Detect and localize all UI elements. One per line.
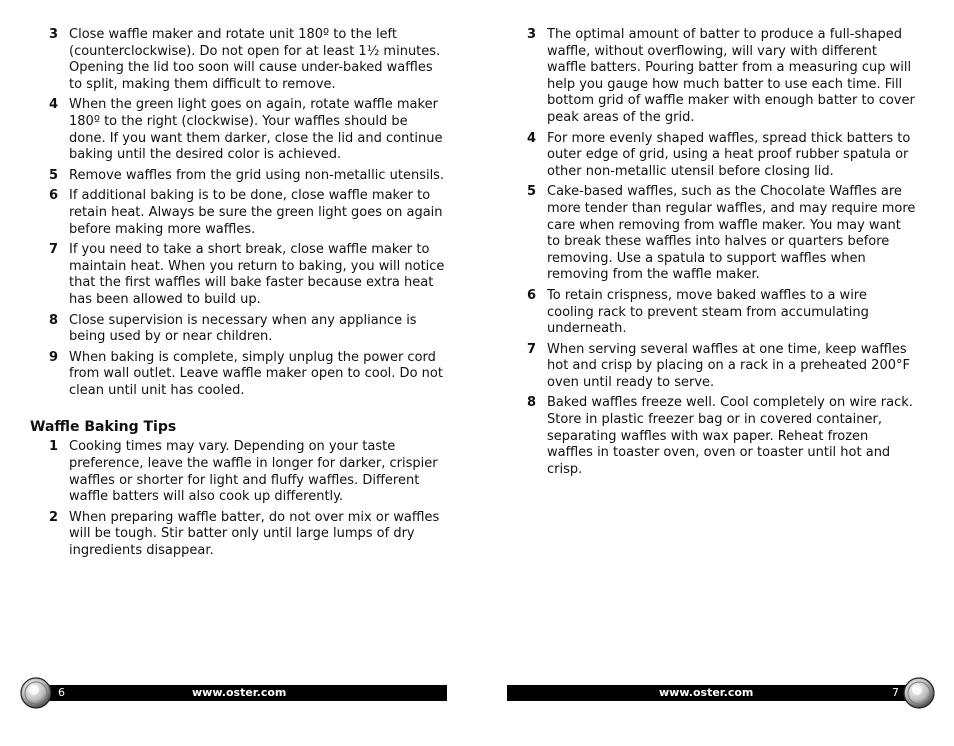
step-number: 5 bbox=[527, 184, 537, 200]
step-number: 3 bbox=[527, 27, 537, 42]
list-item bbox=[30, 97, 448, 163]
step-number: 9 bbox=[49, 349, 59, 365]
list-item bbox=[527, 131, 917, 181]
step-number: 7 bbox=[527, 341, 537, 357]
step-number: 6 bbox=[49, 188, 59, 204]
step-text: The optimal amount of batter to produce a full-shaped waffle, without overflowing, will vary with different waffle batters. Pouring batter from a measuring cup will help you gauge how much batter to use each time. Fill bottom grid of waffle maker with enough batter to cover peak areas of the grid. bbox=[547, 27, 915, 125]
oster-logo-icon bbox=[903, 677, 935, 709]
step-number: 3 bbox=[49, 27, 59, 42]
left-column bbox=[30, 27, 448, 564]
page-number: 6 bbox=[58, 686, 65, 699]
step-text: When preparing waffle batter, do not over mix or waffles will be tough. Stir batter only until large lumps of dry ingredients disappear. bbox=[69, 509, 440, 559]
step-number: 8 bbox=[49, 312, 59, 328]
step-text: If you need to take a short break, close waffle maker to maintain heat. When you return to baking, you will notice that the first waffles will bake faster because extra heat has been allowed to build up. bbox=[69, 242, 445, 307]
step-text: For more evenly shaped waffles, spread thick batters to outer edge of grid, using a heat proof rubber spatula or other non-metallic utensil before closing lid. bbox=[547, 130, 911, 179]
list-item bbox=[30, 313, 448, 346]
page-right bbox=[477, 0, 954, 746]
step-text: If additional baking is to be done, close waffle maker to retain heat. Always be sure the green light goes on again before making more waffles. bbox=[69, 188, 443, 237]
tips-heading: Waffle Baking Tips bbox=[30, 419, 177, 436]
list-item bbox=[527, 342, 917, 392]
step-text: When baking is complete, simply unplug the power cord from wall outlet. Leave waffle maker open to cool. Do not clean until unit has cooled. bbox=[69, 349, 443, 398]
step-text: When the green light goes on again, rotate waffle maker 180º to the right (clockwise). Your waffles should be done. If you want them darker, close the lid and continue baking until the desired color is achieved. bbox=[69, 97, 443, 163]
list-item bbox=[527, 184, 917, 284]
step-text: Baked waffles freeze well. Cool completely on wire rack. Store in plastic freezer bag or in covered container, separating waffles with wax paper. Reheat frozen waffles in toaster oven, oven or toaster until hot and crisp. bbox=[547, 395, 913, 477]
step-number: 1 bbox=[49, 439, 59, 455]
list-item bbox=[30, 510, 448, 560]
list-item bbox=[30, 242, 448, 308]
list-item bbox=[30, 27, 448, 93]
right-column bbox=[527, 27, 917, 482]
list-item bbox=[30, 350, 448, 400]
step-number: 7 bbox=[49, 242, 59, 258]
oster-logo-icon bbox=[20, 677, 52, 709]
step-text: Close waffle maker and rotate unit 180º to the left (counterclockwise). Do not open for at least 1½ minutes. Opening the lid too soon will cause under-baked waffles to split, making them difficult to remove. bbox=[69, 27, 441, 92]
footer-bar bbox=[48, 685, 447, 701]
step-number: 5 bbox=[49, 167, 59, 183]
step-number: 2 bbox=[49, 509, 59, 525]
step-text: When serving several waffles at one time, keep waffles hot and crisp by placing on a rack in a preheated 200°F oven until ready to serve. bbox=[547, 341, 910, 390]
step-text: Remove waffles from the grid using non-metallic utensils. bbox=[69, 167, 445, 183]
list-item bbox=[527, 27, 917, 127]
tips-list bbox=[30, 439, 448, 559]
step-number: 4 bbox=[49, 97, 59, 113]
step-text: Cake-based waffles, such as the Chocolate Waffles are more tender than regular waffles, and may require more care when removing from waffle maker. You may want to break these waffles into halves or quarters before removing. Use a spatula to support waffles when removing from the waffle maker. bbox=[547, 184, 916, 283]
step-text: Close supervision is necessary when any appliance is being used by or near children. bbox=[69, 312, 417, 345]
list-item bbox=[30, 188, 448, 238]
step-text: Cooking times may vary. Depending on your taste preference, leave the waffle in longer for darker, crispier waffles or shorter for light and fluffy waffles. Different waffle batters will also cook up differently. bbox=[69, 439, 438, 505]
page-number: 7 bbox=[892, 686, 899, 699]
list-item bbox=[527, 288, 917, 338]
step-text: To retain crispness, move baked waffles to a wire cooling rack to prevent steam from accumulating underneath. bbox=[547, 287, 869, 337]
step-number: 4 bbox=[527, 130, 537, 146]
step-number: 6 bbox=[527, 287, 537, 303]
instructions-list bbox=[30, 27, 448, 399]
step-number: 8 bbox=[527, 395, 537, 411]
list-item bbox=[527, 395, 917, 478]
footer-url: www.oster.com bbox=[192, 686, 287, 699]
tips-list-continued bbox=[527, 27, 917, 478]
list-item bbox=[30, 439, 448, 505]
footer-bar bbox=[507, 685, 907, 701]
list-item bbox=[30, 168, 448, 185]
footer-url: www.oster.com bbox=[659, 686, 754, 699]
